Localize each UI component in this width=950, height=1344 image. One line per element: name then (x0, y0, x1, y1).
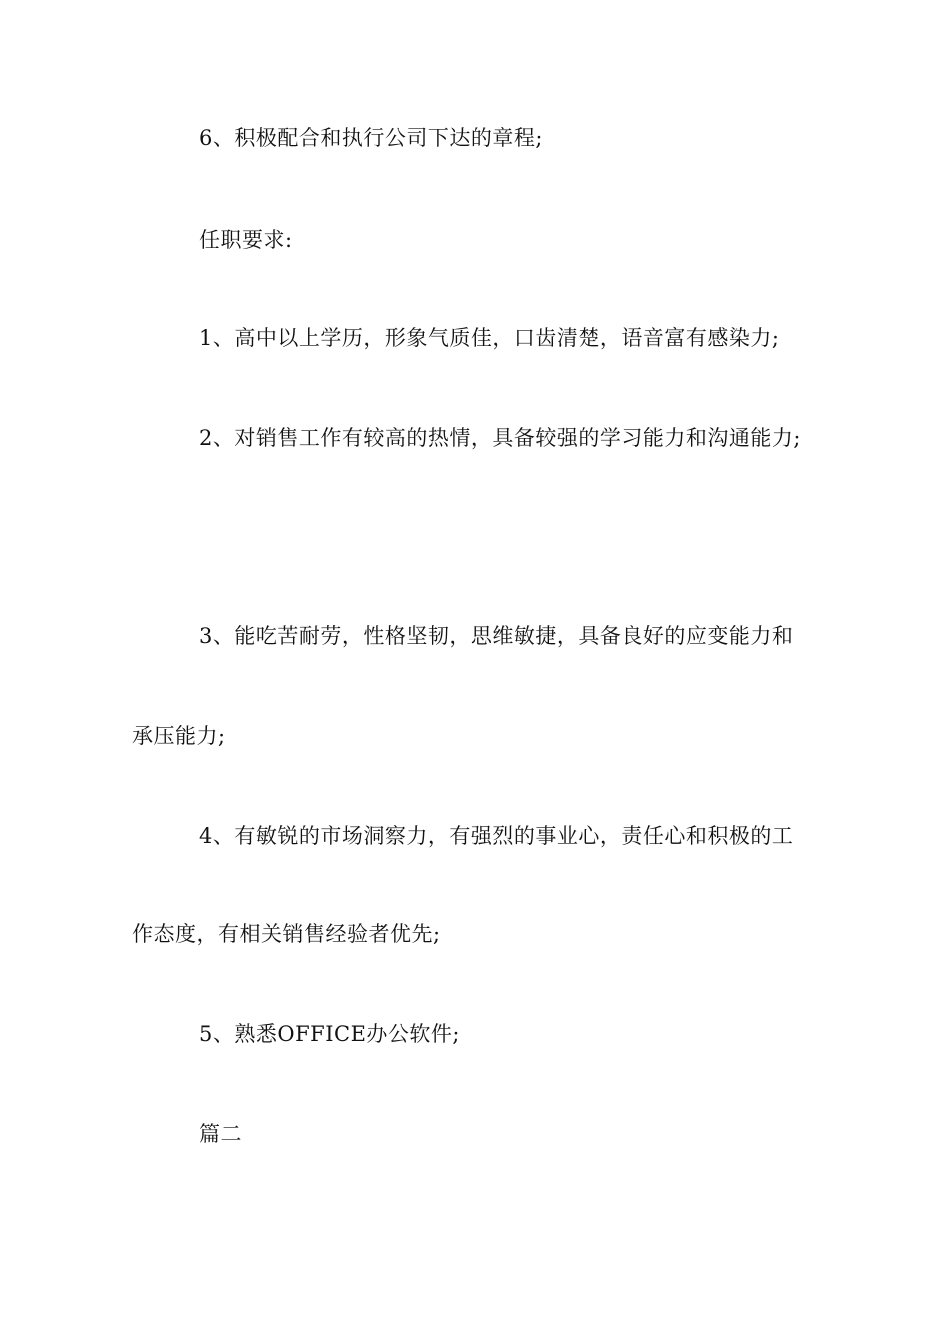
requirement-item-3-continued: 承压能力; (132, 724, 226, 748)
requirements-heading: 任职要求: (199, 228, 293, 252)
requirement-item-4-continued: 作态度，有相关销售经验者优先; (132, 922, 441, 946)
duty-item-6: 6、积极配合和执行公司下达的章程; (199, 126, 543, 150)
requirement-item-1: 1、高中以上学历，形象气质佳，口齿清楚，语音富有感染力; (199, 326, 780, 350)
requirement-item-4: 4、有敏锐的市场洞察力，有强烈的事业心，责任心和积极的工 (199, 824, 794, 848)
requirement-item-3: 3、能吃苦耐劳，性格坚韧，思维敏捷，具备良好的应变能力和 (199, 624, 794, 648)
requirement-item-2: 2、对销售工作有较高的热情，具备较强的学习能力和沟通能力; (199, 426, 801, 450)
requirement-item-5: 5、熟悉OFFICE办公软件; (199, 1022, 460, 1046)
section-heading: 篇二 (199, 1122, 242, 1146)
